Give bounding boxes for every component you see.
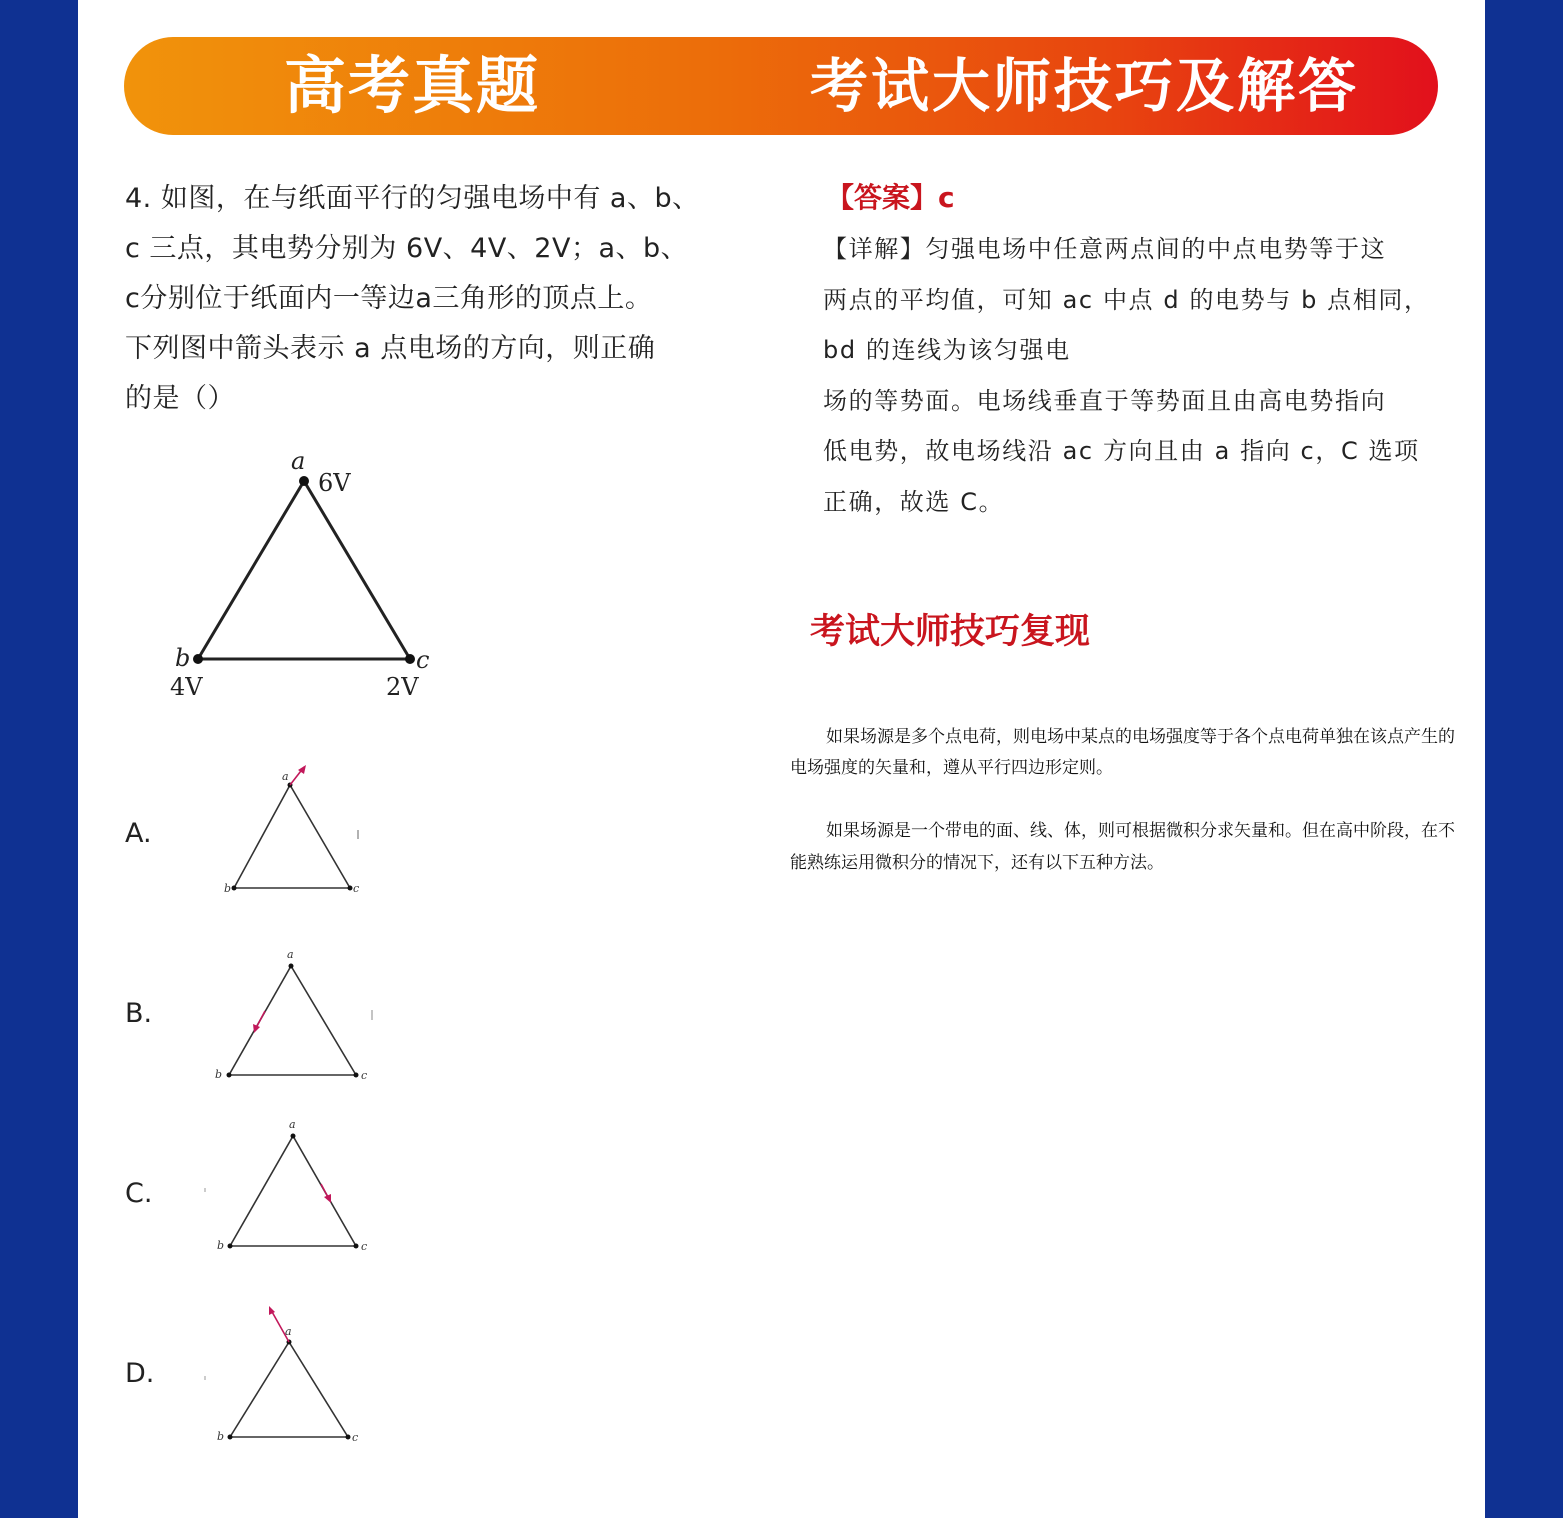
svg-text:c: c bbox=[361, 1240, 368, 1253]
potential-b: 4V bbox=[170, 673, 203, 701]
header-banner bbox=[124, 37, 1438, 135]
question-text: 4. 如图，在与纸面平行的匀强电场中有 a、b、 c 三点，其电势分别为 6V、4V、2V；a、b、 c分别位于纸面内一等边a三角形的顶点上。 下列图中箭头表示 a 点电场的方向，则正确 的是（） bbox=[125, 183, 700, 414]
label-a: a bbox=[291, 447, 306, 475]
option-c-label[interactable]: C. bbox=[125, 1178, 153, 1209]
svg-text:c: c bbox=[352, 1431, 359, 1444]
field-arrow bbox=[256, 1011, 265, 1028]
page bbox=[78, 0, 1485, 1518]
option-a-label[interactable]: A. bbox=[125, 818, 152, 849]
vertex-a bbox=[299, 476, 309, 486]
vertex-b bbox=[193, 654, 203, 664]
tips-paragraphs bbox=[790, 690, 1466, 911]
tips-section-title: 考试大师技巧复现 bbox=[810, 612, 1091, 652]
option-d-label[interactable]: D. bbox=[125, 1358, 155, 1389]
edge-ac bbox=[304, 481, 410, 659]
svg-text:a: a bbox=[285, 1325, 292, 1338]
option-b-figure[interactable] bbox=[213, 945, 378, 1085]
option-b-label[interactable]: B. bbox=[125, 998, 153, 1029]
option-c-figure[interactable] bbox=[213, 1116, 378, 1256]
svg-text:c: c bbox=[353, 882, 360, 895]
answer-detail: 【详解】匀强电场中任意两点间的中点电势等于这 两点的平均值，可知 ac 中点 d 的电势与 b 点相同， bd 的连线为该匀强电 场的等势面。电场线垂直于等势面且由高电势指向 低电势，故电场线沿 ac 方向且由 a 指向 c，C 选项 正确，故选 C。 bbox=[823, 235, 1430, 516]
svg-text:b: b bbox=[224, 882, 232, 895]
potential-c: 2V bbox=[386, 673, 419, 701]
svg-text:a: a bbox=[289, 1118, 296, 1131]
tips-paragraph-1: 如果场源是多个点电荷，则电场中某点的电场强度等于各个点电荷单独在该点产生的电场强度的矢量和，遵从平行四边形定则。 bbox=[790, 726, 1455, 778]
svg-text:b: b bbox=[215, 1068, 223, 1081]
svg-text:b: b bbox=[217, 1430, 225, 1443]
option-d-figure[interactable] bbox=[213, 1300, 378, 1450]
svg-text:a: a bbox=[282, 770, 289, 783]
label-c: c bbox=[416, 646, 430, 674]
svg-text:a: a bbox=[287, 948, 294, 961]
label-b: b bbox=[175, 644, 191, 672]
answer-title: 【答案】c bbox=[826, 181, 955, 214]
svg-text:c: c bbox=[361, 1069, 368, 1082]
vertex-c bbox=[405, 654, 415, 664]
banner-title-left: 高考真题 bbox=[284, 49, 541, 122]
main-triangle-figure bbox=[158, 445, 458, 715]
svg-text:b: b bbox=[217, 1239, 225, 1252]
tips-paragraph-2: 如果场源是一个带电的面、线、体，则可根据微积分求矢量和。但在高中阶段，在不能熟练运用微积分的情况下，还有以下五种方法。 bbox=[790, 821, 1455, 873]
banner-title-right: 考试大师技巧及解答 bbox=[810, 52, 1360, 120]
potential-a: 6V bbox=[318, 469, 351, 497]
option-a-figure[interactable] bbox=[218, 768, 368, 898]
edge-ab bbox=[198, 481, 304, 659]
